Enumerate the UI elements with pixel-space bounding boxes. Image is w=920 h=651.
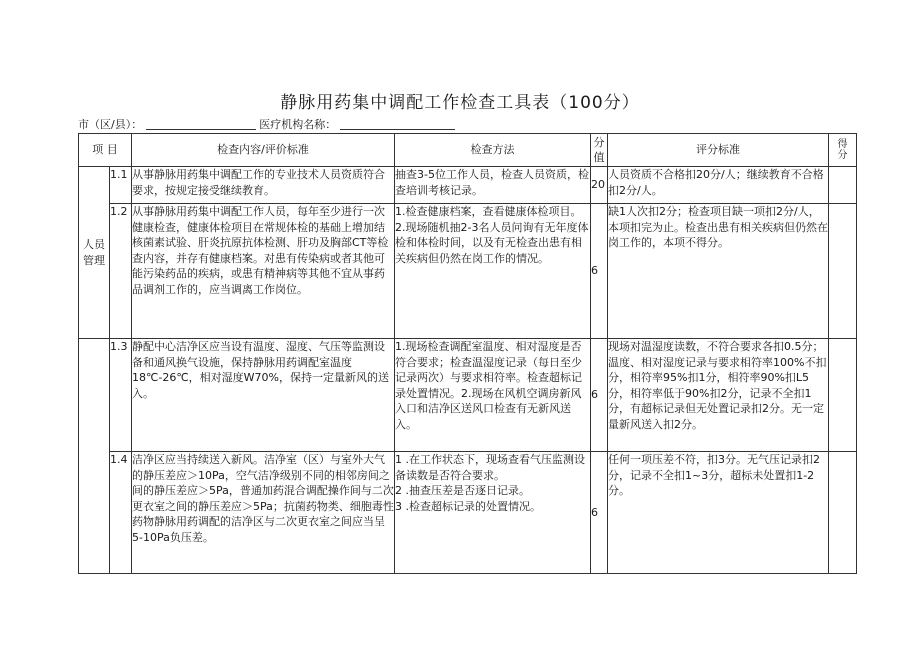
row-score: 20: [591, 167, 608, 204]
row-criteria: 现场对温湿度读数，不符合要求各扣0.5分；温度、相对湿度记录与要求相符率100%不扣分，相符率95%扣1分，相符率90%扣L5分，相符率低于90%扣2分，记录不全扣1分，有超标记录但无处置记录扣2分。无一定量新风送入扣2分。: [608, 339, 829, 452]
row-method: [395, 452, 591, 574]
city-label: 市（区/县）：: [78, 118, 143, 131]
table-row: [79, 167, 857, 204]
header-extra-top: 得: [837, 139, 848, 150]
row-number: 1.1: [110, 167, 132, 204]
row-number: 1.3: [110, 339, 132, 452]
category-blank: [79, 339, 110, 574]
category-cell: 人员管理: [79, 167, 110, 339]
header-content: 检查内容/评价标准: [132, 134, 395, 167]
row-content: 洁净区应当持续送入新风。洁净室（区）与室外大气的静压差应＞10Pa，空气洁净级别不同的相邻房间之间的静压差应＞5Pa，普通加药混合调配操作间与二次更衣室之间的静压差应＞5Pa；抗菌药物类、细胞毒性药物静脉用药调配的洁净区与二次更衣室之间应当呈5-10Pa负压差。: [132, 452, 395, 574]
row-number: 1.2: [110, 204, 132, 339]
header-method: 检查方法: [395, 134, 591, 167]
method-line: 2 .抽查压差是否逐日记录。: [395, 484, 530, 497]
header-row: [79, 134, 857, 167]
inspection-table: [78, 133, 857, 574]
row-content: 从事静脉用药集中调配工作的专业技术人员资质符合要求，按规定接受继续教育。: [132, 167, 395, 204]
row-number: 1.4: [110, 452, 132, 574]
header-score-top: 分: [593, 135, 605, 149]
row-points-blank: [829, 339, 857, 452]
row-points-blank: [829, 167, 857, 204]
city-blank: [146, 117, 256, 130]
row-criteria: 人员资质不合格扣20分/人；继续教育不合格扣2分/人。: [608, 167, 829, 204]
row-points-blank: [829, 204, 857, 339]
row-points-blank: [829, 452, 857, 574]
row-method: 1.现场检查调配室温度、相对湿度是否符合要求；检查温湿度记录（每日至少记录两次）与要求相符率。检查超标记录处置情况。2.现场在风机空调房新风入口和洁净区送风口检查有无新风送入。: [395, 339, 591, 452]
institution-blank: [340, 117, 455, 130]
page-title: 静脉用药集中调配工作检查工具表（100分）: [280, 93, 640, 113]
institution-label: 医疗机构名称：: [259, 118, 337, 131]
header-extra: [829, 134, 857, 167]
header-item: 项 目: [79, 134, 132, 167]
method-line: 1 .在工作状态下，现场查看气压监测设备读数是否符合要求。: [395, 453, 585, 482]
form-subheader: [78, 116, 455, 132]
row-criteria: 任何一项压差不符，扣3分。无气压记录扣2分，记录不全扣1~3分，超标未处置扣1-2分。: [608, 452, 829, 574]
row-score: 6: [591, 204, 608, 339]
row-content: 从事静脉用药集中调配工作人员，每年至少进行一次健康检查，健康体检项目在常规体检的基础上增加结核菌素试验、肝炎抗原抗体检测、肝功及胸部CT等检查内容，并存有健康档案。对患有传染病或者其他可能污染药品的疾病，或患有精神病等其他不宜从事药品调剂工作的，应当调离工作岗位。: [132, 204, 395, 339]
row-criteria: 缺1人次扣2分；检查项目缺一项扣2分/人，本项扣完为止。检查出患有相关疾病但仍然在岗工作的，本项不得分。: [608, 204, 829, 339]
header-score: [591, 134, 608, 167]
table-row: [79, 204, 857, 339]
table-row: [79, 452, 857, 574]
row-score: 6: [591, 452, 608, 574]
method-line: 3 .检查超标记录的处置情况。: [395, 499, 541, 513]
row-score: 6: [591, 339, 608, 452]
table-row: [79, 339, 857, 452]
header-extra-bottom: 分: [837, 150, 848, 161]
row-content: 静配中心洁净区应当设有温度、湿度、气压等监测设备和通风换气设施，保持静脉用药调配室温度18℃-26℃，相对湿度W70%，保持一定量新风的送入。: [132, 339, 395, 452]
header-score-bottom: 值: [593, 151, 605, 164]
header-criteria: 评分标准: [608, 134, 829, 167]
row-method: 抽查3-5位工作人员，检查人员资质，检查培训考核记录。: [395, 167, 591, 204]
row-method: 1.检查健康档案，查看健康体检项目。2.现场随机抽2-3名人员问询有无年度体检和体检时间，以及有无检查出患有相关疾病但仍然在岗工作的情况。: [395, 204, 591, 339]
